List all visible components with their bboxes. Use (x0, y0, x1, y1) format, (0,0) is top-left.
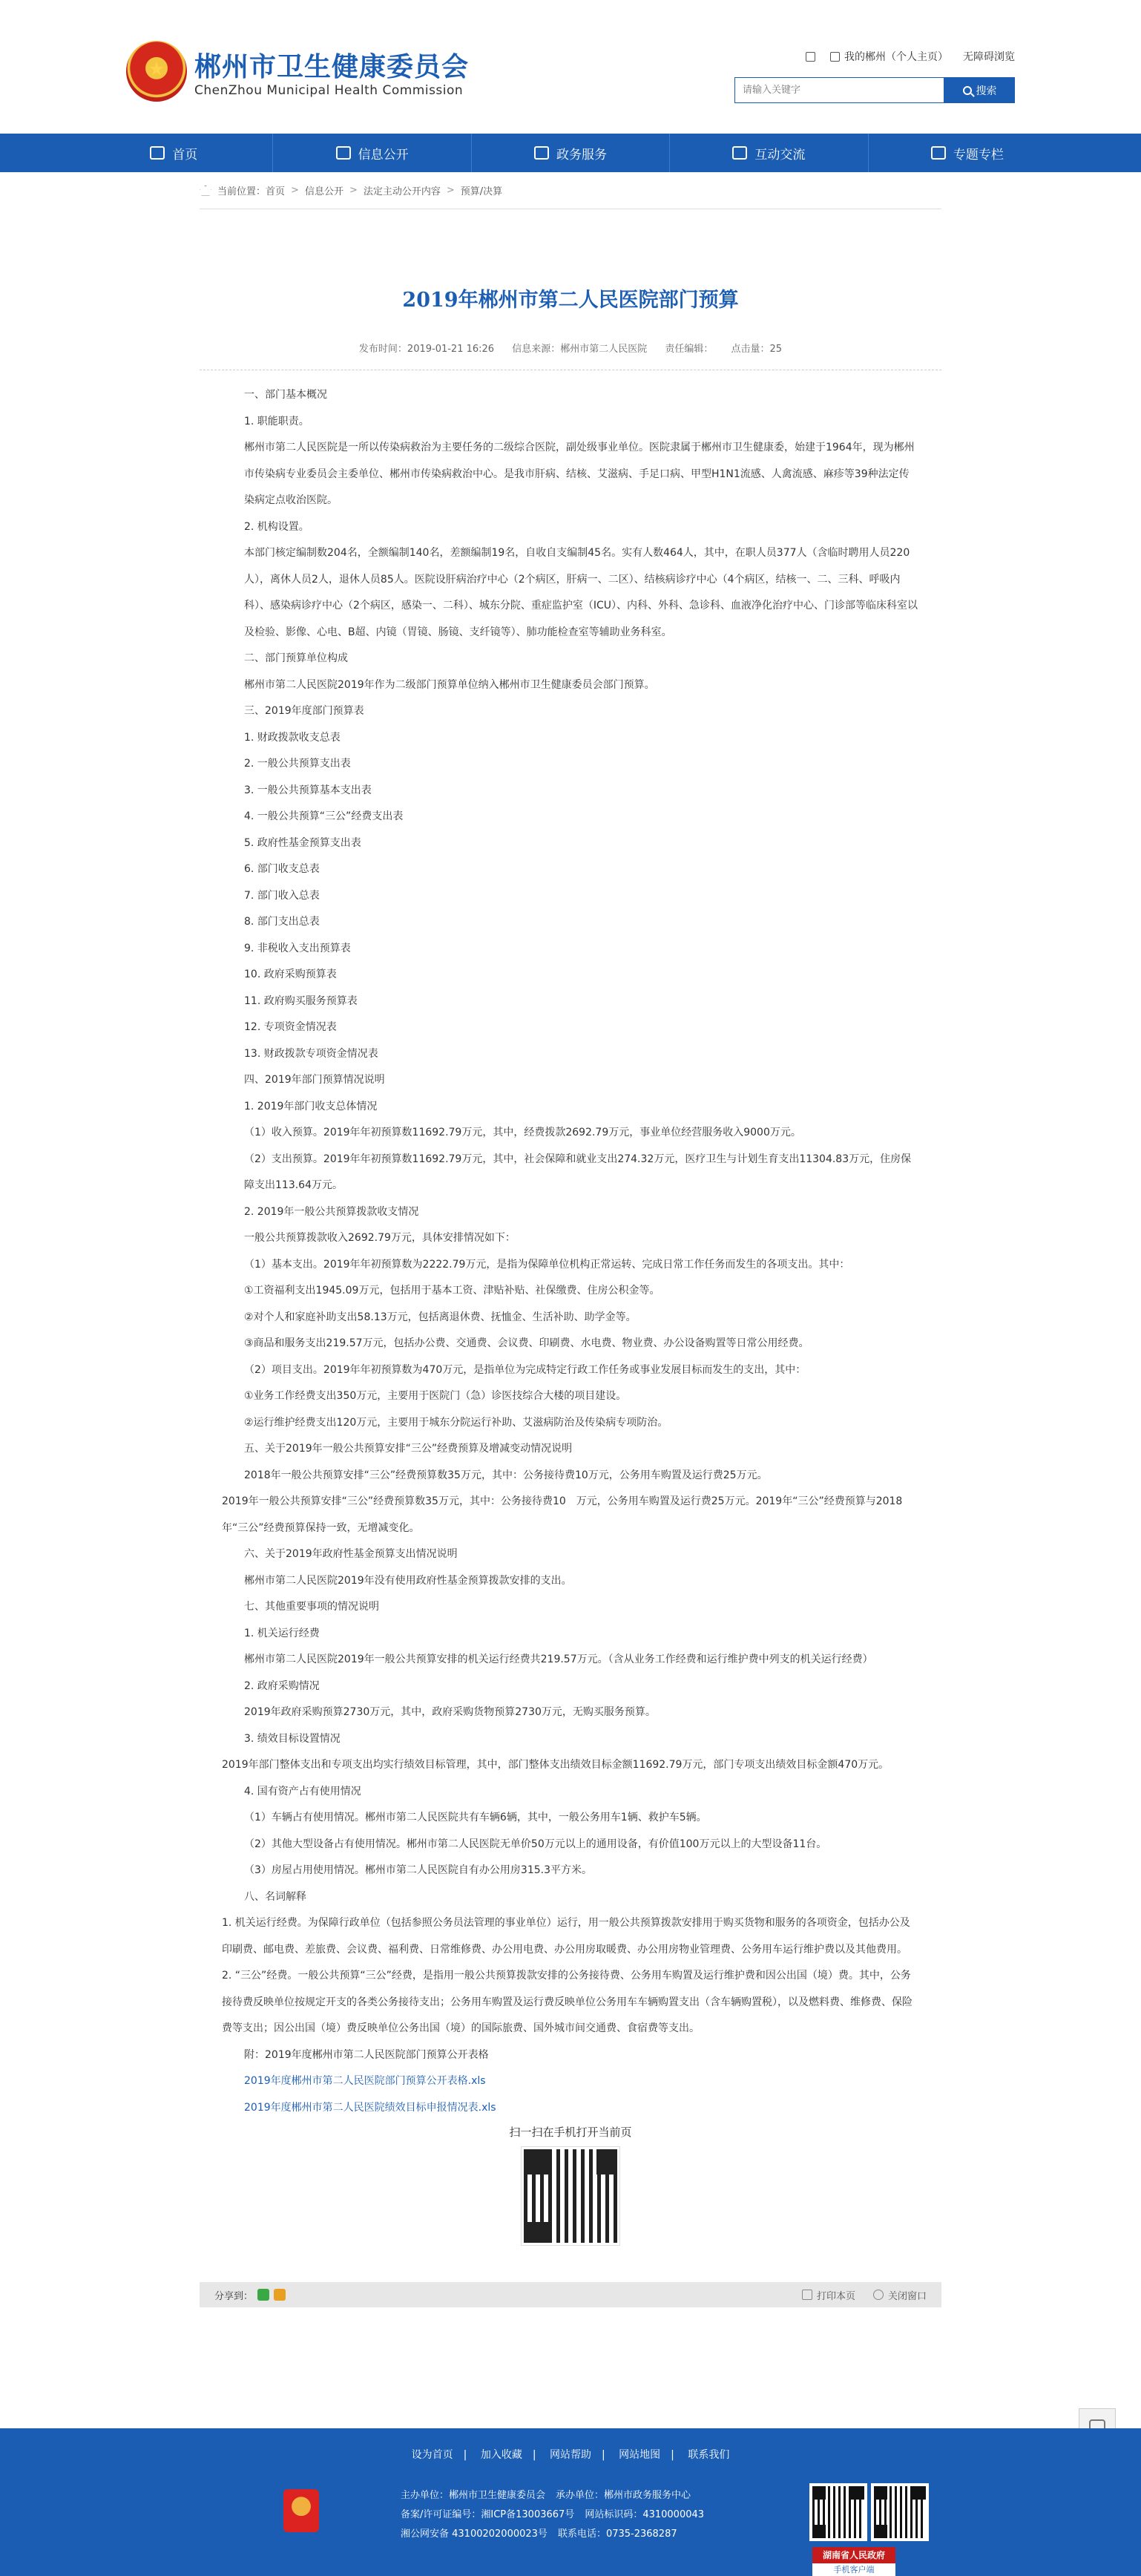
emblem-logo[interactable] (126, 41, 187, 102)
article-paragraph: 2019年部门整体支出和专项支出均实行绩效目标管理，其中，部门整体支出绩效目标金额11692.79万元，部门专项支出绩效目标金额470万元。 (222, 1759, 890, 1771)
article-paragraph: 郴州市第二人民医院2019年作为二级部门预算单位纳入郴州市卫生健康委员会部门预算。 (244, 678, 655, 691)
qzone-icon[interactable] (274, 2289, 286, 2301)
personal-homepage-link[interactable]: 我的郴州（个人主页） (830, 49, 948, 64)
article-paragraph: 2. 一般公共预算支出表 (244, 758, 351, 770)
chat-icon (732, 146, 747, 160)
article-paragraph: 13. 财政拨款专项资金情况表 (244, 1047, 378, 1060)
article-paragraph: 2019年一般公共预算安排“三公”经费预算数35万元，其中：公务接待费10 万元，公务用车购置及运行费25万元。2019年“三公”经费预算与2018年“三公”经费预算保持一致，无增减变化。 (222, 1495, 903, 1534)
share-bar (200, 2282, 941, 2307)
article-paragraph: 1. 2019年部门收支总体情况 (244, 1100, 378, 1112)
article-paragraph: （1）基本支出。2019年年初预算数为2222.79万元，是指为保障单位机构正常运转、完成日常工作任务而发生的各项支出。其中： (244, 1258, 850, 1271)
article-paragraph: 3. 一般公共预算基本支出表 (244, 784, 372, 796)
page-title: 2019年郴州市第二人民医院部门预算 (402, 289, 739, 312)
monitor-icon (830, 52, 840, 62)
breadcrumb-prefix: 当前位置： (217, 186, 266, 197)
site-id: 网站标识码：4310000043 (585, 2509, 705, 2520)
article-paragraph: 8. 部门支出总表 (244, 916, 320, 928)
flag-icon (931, 146, 946, 160)
breadcrumb-item[interactable]: 预算/决算 (460, 186, 503, 197)
nav-info-disclosure[interactable]: 信息公开 (273, 134, 471, 172)
add-favorite-link[interactable]: 加入收藏 (480, 2449, 522, 2461)
top-links (806, 49, 1015, 64)
print-icon (802, 2290, 812, 2300)
party-gov-badge[interactable] (283, 2489, 319, 2532)
wechat-icon[interactable] (257, 2289, 269, 2301)
article-paragraph: （3）房屋占用使用情况。郴州市第二人民医院自有办公用房315.3平方米。 (244, 1864, 592, 1876)
article-paragraph: 2. 2019年一般公共预算拨款收支情况 (244, 1205, 419, 1218)
search-icon (963, 86, 972, 95)
contact-link[interactable]: 联系我们 (688, 2449, 730, 2461)
nav-home[interactable]: 首页 (75, 134, 273, 172)
article-paragraph: 郴州市第二人民医院2019年没有使用政府性基金预算拨款安排的支出。 (244, 1574, 572, 1587)
article-paragraph: 2. 政府采购情况 (244, 1679, 320, 1692)
nav-interaction[interactable]: 互动交流 (670, 134, 868, 172)
close-icon (873, 2290, 884, 2300)
help-link[interactable]: 网站帮助 (550, 2449, 591, 2461)
article-paragraph: 郴州市第二人民医院是一所以传染病救治为主要任务的二级综合医院，副处级事业单位。医院隶属于郴州市卫生健康委，始建于1964年，现为郴州市传染病专业委员会主委单位、郴州市传染病救治中心。是我市肝病、结核、艾滋病、手足口病、甲型H1N1流感、人禽流感、麻疹等39种法定传染病定点收治医院。 (244, 442, 915, 506)
breadcrumb: 当前位置： 首页 > 信息公开 > 法定主动公开内容 > 预算/决算 (200, 172, 941, 209)
search-input[interactable] (734, 77, 944, 103)
article-paragraph: 1. 机关运行经费。为保障行政单位（包括参照公务员法管理的事业单位）运行，用一般公共预算拨款安排用于购买货物和服务的各项资金，包括办公及印刷费、邮电费、差旅费、会议费、福利费、日常维修费、办公用电费、办公用房取暖费、办公用房物业管理费、公务用车运行维护费以及其他费用。 (222, 1917, 910, 1956)
footer-qr-code (812, 2486, 864, 2538)
share-label: 分享到： (214, 2290, 254, 2302)
article-paragraph: 4. 一般公共预算“三公”经费支出表 (244, 810, 404, 822)
article-paragraph: 二、部门预算单位构成 (244, 652, 348, 664)
organizer: 承办单位：郴州市政务服务中心 (556, 2490, 691, 2501)
home-icon (200, 186, 211, 196)
article-paragraph: 2019年政府采购预算2730万元，其中，政府采购货物预算2730万元，无购买服务预算。 (244, 1706, 656, 1718)
article-paragraph: 一般公共预算拨款收入2692.79万元，具体安排情况如下： (244, 1232, 516, 1244)
police-record[interactable]: 湘公网安备 43100202000023号 (401, 2529, 548, 2540)
hit-count: 点击量：25 (731, 344, 783, 355)
article-paragraph: 1. 财政拨款收支总表 (244, 731, 341, 744)
page-qr-code (522, 2147, 619, 2245)
article-paragraph: 11. 政府购买服务预算表 (244, 994, 358, 1007)
footer-links: 设为首页 | 加入收藏 | 网站帮助 | 网站地图 | 联系我们 (411, 2449, 730, 2461)
editor: 责任编辑： (665, 344, 714, 355)
article-paragraph: 附：2019年度郴州市第二人民医院部门预算公开表格 (244, 2048, 489, 2061)
footer-qr-code (874, 2486, 926, 2538)
attachment-link[interactable]: 2019年度郴州市第二人民医院绩效目标申报情况表.xls (244, 2101, 496, 2114)
qr-caption: 扫一扫在手机打开当前页 (509, 2126, 632, 2139)
article-paragraph: （1）车辆占有使用情况。郴州市第二人民医院共有车辆6辆，其中，一般公务用车1辆、救护车5辆。 (244, 1812, 707, 1823)
accessibility-icon (806, 52, 815, 62)
site-title[interactable]: 郴州市卫生健康委员会 (194, 52, 470, 82)
article-paragraph: 四、2019年部门预算情况说明 (244, 1074, 385, 1086)
article-paragraph: 一、部门基本概况 (244, 389, 327, 401)
nav-gov-service[interactable]: 政务服务 (472, 134, 670, 172)
info-source: 信息来源：郴州市第二人民医院 (512, 344, 648, 355)
close-window-button[interactable]: 关闭窗口 (873, 2288, 927, 2302)
article-paragraph: 7. 部门收入总表 (244, 889, 320, 902)
footer-info (401, 2486, 714, 2544)
site-header (0, 0, 1141, 134)
search-button[interactable]: 搜索 (944, 77, 1015, 103)
article-paragraph: 八、名词解释 (244, 1890, 306, 1903)
article-paragraph: 2. 机构设置。 (244, 520, 309, 533)
document-icon (336, 146, 351, 160)
article (200, 284, 941, 2245)
attachment-link[interactable]: 2019年度郴州市第二人民医院部门预算公开表格.xls (244, 2075, 486, 2087)
article-paragraph: 1. 职能职责。 (244, 415, 309, 427)
article-paragraph: 5. 政府性基金预算支出表 (244, 836, 361, 849)
article-paragraph: ②运行维护经费支出120万元，主要用于城东分院运行补助、艾滋病防治及传染病专项防治。 (244, 1416, 668, 1429)
article-paragraph: ②对个人和家庭补助支出58.13万元，包括离退休费、抚恤金、生活补助、助学金等。 (244, 1311, 637, 1323)
article-paragraph: 4. 国有资产占有使用情况 (244, 1785, 361, 1797)
article-paragraph: ①业务工作经费支出350万元，主要用于医院门（急）诊医技综合大楼的项目建设。 (244, 1390, 627, 1402)
article-paragraph: 六、关于2019年政府性基金预算支出情况说明 (244, 1548, 458, 1560)
phone: 联系电话：0735-2368287 (557, 2529, 677, 2540)
article-paragraph: 本部门核定编制数204名，全额编制140名，差额编制19名，自收自支编制45名。实有人数464人，其中，在职人员377人（含临时聘用人员220人），离休人员2人，退休人员85人。医院设肝病治疗中心（2个病区，肝病一、二区）、结核病诊疗中心（4个病区，结核一、二、三科、呼吸内科）、感染病诊疗中心（2个病区，感染一、二科）、城东分院、重症监护室（ICU）、内科、外科、急诊科、血液净化治疗中心、门诊部等临床科室以及检验、影像、心电、B超、内镜（胃镜、肠镜、支纤镜等）、肺功能检查室等辅助业务科室。 (244, 547, 918, 638)
article-paragraph: 12. 专项资金情况表 (244, 1021, 337, 1033)
set-homepage-link[interactable]: 设为首页 (411, 2449, 453, 2461)
article-paragraph: （2）支出预算。2019年年初预算数11692.79万元，其中，社会保障和就业支出274.32万元，医疗卫生与计划生育支出11304.83万元，住房保障支出113.64万元。 (244, 1153, 912, 1191)
icp-record[interactable]: 备案/许可证编号：湘ICP备13003667号 (401, 2509, 575, 2520)
sponsor: 主办单位：郴州市卫生健康委员会 (401, 2490, 546, 2501)
article-paragraph: （2）其他大型设备占有使用情况。郴州市第二人民医院无单价50万元以上的通用设备，有价值100万元以上的大型设备11台。 (244, 1838, 827, 1850)
publish-date: 发布时间：2019-01-21 16:26 (358, 344, 495, 355)
barrier-free-link[interactable]: 无障碍浏览 (963, 51, 1015, 63)
footer (0, 2428, 1141, 2576)
article-meta (200, 341, 941, 355)
nav-special-topics[interactable]: 专题专栏 (869, 134, 1066, 172)
print-button[interactable]: 打印本页 (802, 2288, 855, 2302)
article-paragraph: 七、其他重要事项的情况说明 (244, 1601, 379, 1613)
article-paragraph: 3. 绩效目标设置情况 (244, 1732, 341, 1745)
article-paragraph: 6. 部门收支总表 (244, 863, 320, 875)
hunan-gov-label[interactable]: 湖南省人民政府 (812, 2547, 895, 2563)
home-icon (150, 146, 165, 160)
article-paragraph: 1. 机关运行经费 (244, 1627, 320, 1639)
article-paragraph: ①工资福利支出1945.09万元，包括用于基本工资、津贴补贴、社保缴费、住房公积金等。 (244, 1285, 660, 1297)
main-nav (0, 134, 1141, 172)
breadcrumb-item[interactable]: 信息公开 (304, 186, 343, 197)
article-paragraph: 郴州市第二人民医院2019年一般公共预算安排的机关运行经费共219.57万元。（含从业务工作经费和运行维护费中列支的机关运行经费） (244, 1654, 873, 1665)
article-paragraph: 五、关于2019年一般公共预算安排“三公”经费预算及增减变动情况说明 (244, 1443, 573, 1455)
article-paragraph: （1）收入预算。2019年年初预算数11692.79万元，其中，经费拨款2692.79万元，事业单位经营服务收入9000万元。 (244, 1127, 801, 1138)
article-paragraph: （2）项目支出。2019年年初预算数为470万元，是指单位为完成特定行政工作任务或事业发展目标而发生的支出，其中： (244, 1363, 806, 1376)
article-paragraph: ③商品和服务支出219.57万元，包括办公费、交通费、会议费、印刷费、水电费、物业费、办公设备购置等日常公用经费。 (244, 1337, 809, 1349)
accessibility-link[interactable] (806, 52, 815, 62)
article-paragraph: 2018年一般公共预算安排“三公”经费预算数35万元，其中：公务接待费10万元，公务用车购置及运行费25万元。 (244, 1469, 768, 1481)
article-paragraph: 10. 政府采购预算表 (244, 969, 337, 980)
sitemap-link[interactable]: 网站地图 (619, 2449, 661, 2461)
article-paragraph: 三、2019年度部门预算表 (244, 705, 364, 717)
search-box (734, 77, 1015, 103)
breadcrumb-item[interactable]: 首页 (266, 186, 286, 197)
breadcrumb-item[interactable]: 法定主动公开内容 (363, 186, 441, 197)
checklist-icon (534, 146, 549, 160)
mobile-client-label[interactable]: 手机客户端 (812, 2563, 895, 2576)
article-paragraph: 2. “三公”经费。一般公共预算“三公”经费，是指用一般公共预算拨款安排的公务接待费、公务用车购置及运行维护费和因公出国（境）费。其中，公务接待费反映单位按规定开支的各类公务接待支出；公务用车购置及运行费反映单位公务用车车辆购置支出（含车辆购置税），以及燃料费、维修费、保险费等支出；因公出国（境）费反映单位公务出国（境）的国际旅费、国外城市间交通费、食宿费等支出。 (222, 1970, 913, 2034)
article-paragraph: 9. 非税收入支出预算表 (244, 942, 351, 954)
site-subtitle: ChenZhou Municipal Health Commission (194, 83, 464, 98)
article-body (200, 382, 941, 2121)
